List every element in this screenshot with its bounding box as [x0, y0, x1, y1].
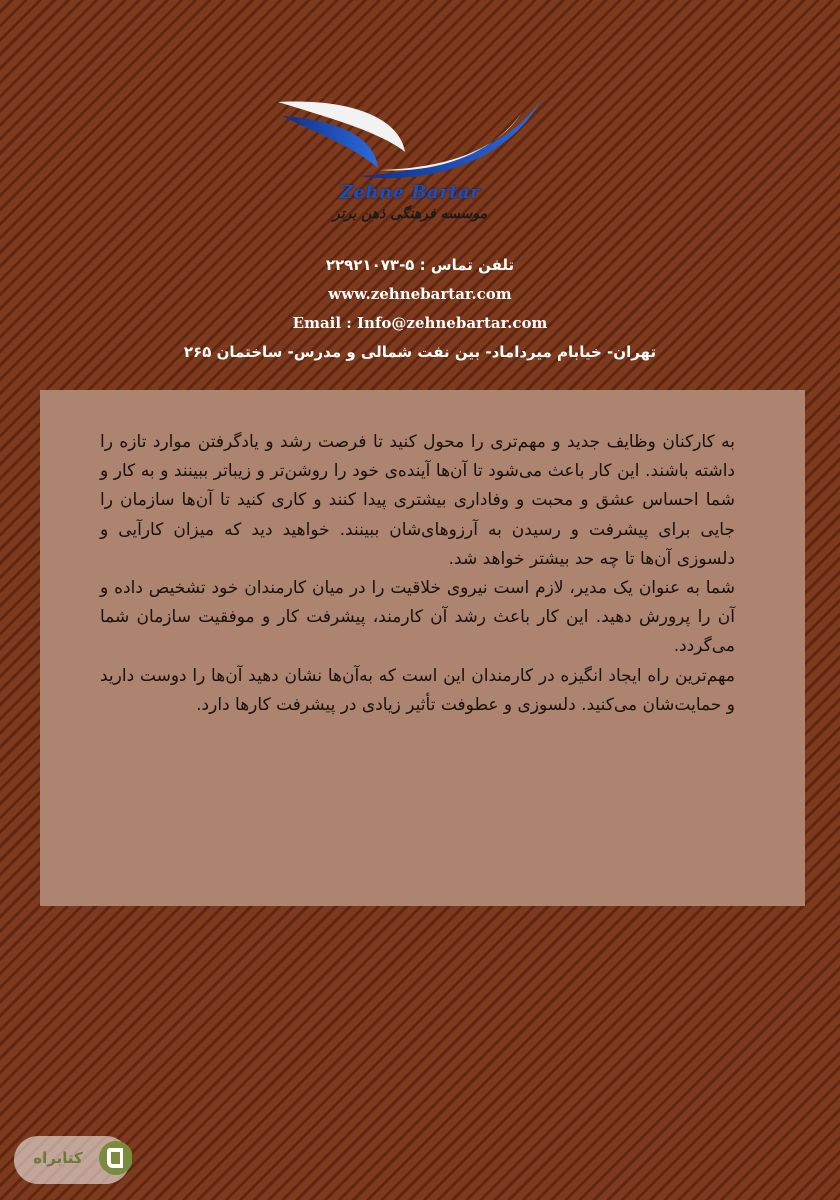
brand-persian-name: موسسه فرهنگی ذهن برتر [332, 206, 488, 222]
contact-address: تهران- خیابام میرداماد- بین نفت شمالی و مدرس- ساختمان ۲۶۵ [183, 343, 657, 361]
contact-website[interactable]: www.zehnebartar.com [328, 285, 512, 303]
kitabrah-watermark [12, 1132, 132, 1188]
brand-latin-name: Zehne Bartar [339, 182, 481, 203]
body-paragraph-1: به کارکنان وظایف جدید و مهم‌تری را محول کنید تا فرصت رشد و یادگرفتن موارد تازه را داشته باشند. این کار باعث می‌شود تا آن‌ها آینده‌ی خود را روشن‌تر و زیباتر ببینند و به کار و شما احساس عشق و محبت و وفاداری بیشتری پیدا کنند و کاری کنید تا آن‌ها سازمان را جایی برای پیشرفت و رسیدن به آرزوهای‌شان ببینند. خواهید دید که میزان کارآیی و دلسوزی آن‌ها تا چه حد بیشتر خواهد شد. [100, 432, 735, 569]
contact-email[interactable]: Email : Info@zehnebartar.com [292, 314, 548, 332]
body-paragraph-3: مهم‌ترین راه ایجاد انگیزه در کارمندان این است که به‌آن‌ها نشان دهید آن‌ها را دوست دارید و حمایت‌شان می‌کنید. دلسوزی و عطوفت تأثیر زیادی در پیشرفت کارها دارد. [100, 665, 735, 715]
body-paragraph-2: شما به عنوان یک مدیر، لازم است نیروی خلاقیت را در میان کارمندان خود تشخیص داده و آن را پرورش دهید. این کار باعث رشد آن کارمند، پیشرفت کار و موفقیت سازمان شما می‌گردد. [100, 578, 735, 657]
body-text-panel [40, 390, 805, 906]
contact-phone: تلفن تماس : ۵-۲۲۹۲۱۰۷۳ [325, 256, 515, 274]
publisher-logo [260, 90, 560, 240]
watermark-label: کتابراه [33, 1149, 83, 1167]
